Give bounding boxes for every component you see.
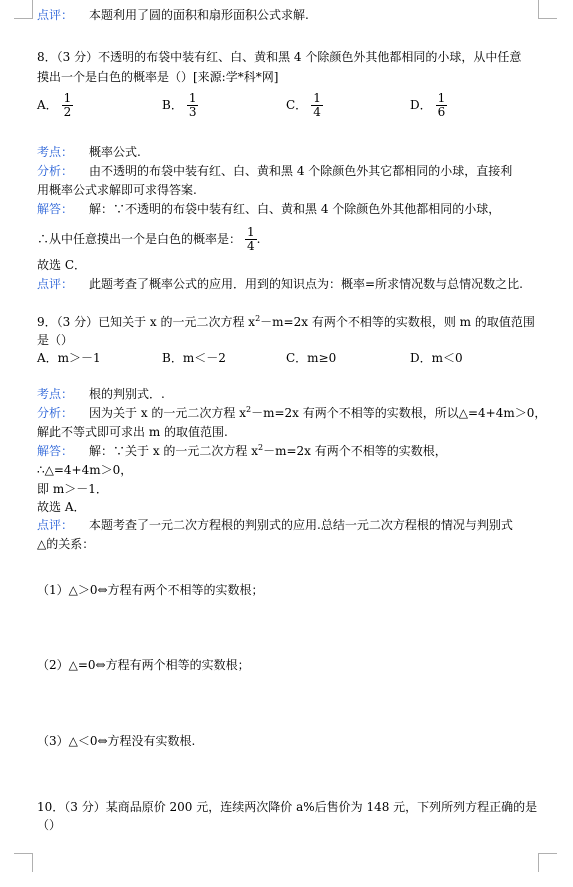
q9-case-2: （2）△=0⇔方程有两个相等的实数根；: [37, 658, 250, 672]
q9-choose: 故选 A．: [37, 500, 86, 514]
q8-stem-line2: 摸出一个是白色的概率是（）[来源:学*科*网]: [37, 70, 279, 84]
q10-stem-line2: （）: [37, 818, 62, 832]
q9-comment-line2: △的关系：: [37, 537, 95, 551]
q7-comment: [37, 8, 309, 22]
answer-label: 解答：: [37, 444, 74, 458]
corner-mark-top-left: [14, 0, 33, 19]
q8-choose: 故选 C．: [37, 258, 86, 272]
q8-option-d-fraction: $\frac{1}{6}$: [437, 91, 446, 119]
q7-comment-text: 本题利用了圆的面积和扇形面积公式求解.: [89, 8, 309, 22]
q8-option-b-fraction: $\frac{1}{3}$: [188, 91, 197, 119]
comment-label: 点评：: [37, 518, 74, 532]
q9-comment-text1: 本题考查了一元二次方程根的判别式的应用.总结一元二次方程根的情况与判别式: [89, 518, 513, 532]
q9-point: [37, 387, 165, 401]
q8-analysis-line1: [37, 164, 512, 178]
q8-answer-fraction: $\frac{1}{4}$: [247, 225, 255, 253]
q8-comment-text: 此题考查了概率公式的应用．用到的知识点为：概率=所求情况数与总情况数之比.: [89, 277, 523, 291]
q8-answer-text2: ∴从中任意摸出一个是白色的概率是：: [37, 232, 242, 246]
q8-answer-line1: [37, 202, 500, 216]
q8-point-text: 概率公式.: [89, 145, 141, 159]
q8-analysis-line2: 用概率公式求解即可求得答案.: [37, 183, 197, 197]
q9-answer-line1: 解答： 解：∵关于 x 的一元二次方程 $x^2-m=2x$ 有两个不相等的实数根，: [37, 443, 447, 458]
q9-point-text: 根的判别式．.: [89, 387, 165, 401]
q9-stem-line1: 9．（3 分）已知关于 x 的一元二次方程 $x^2-m=2x$ 有两个不相等的实数根，则 m 的取值范围: [37, 314, 535, 329]
q8-option-a-fraction: $\frac{1}{2}$: [63, 91, 72, 119]
q8-answer-text1: 解：∵不透明的布袋中装有红、白、黄和黑 4 个除颜色外其他都相同的小球，: [89, 202, 501, 216]
corner-mark-bottom-left: [14, 853, 33, 872]
q9-analysis-line2: 解此不等式即可求出 m 的取值范围.: [37, 425, 228, 439]
q10-stem-line1: 10．（3 分）某商品原价 200 元，连续两次降价 a%后售价为 148 元，下列所列方程正确的是: [37, 800, 538, 814]
answer-label: 解答：: [37, 202, 74, 216]
q9-case-1: （1）△＞0⇔方程有两个不相等的实数根；: [37, 583, 264, 597]
q9-case-3: （3）△＜0⇔方程没有实数根.: [37, 734, 196, 748]
q9-stem-line2: 是（）: [37, 333, 74, 347]
comment-label: 点评：: [37, 277, 74, 291]
q8-option-c: C． $\frac{1}{4}$: [286, 91, 321, 119]
q9-answer-line3: 即 m＞－1．: [37, 482, 108, 496]
point-label: 考点：: [37, 387, 74, 401]
q9-option-d: D．m＜0: [410, 351, 463, 365]
q9-option-c: C．m≥0: [286, 351, 337, 365]
analysis-label: 分析：: [37, 164, 74, 178]
q8-comment: [37, 277, 523, 291]
q9-analysis-line1: 分析： 因为关于 x 的一元二次方程 $x^2-m=2x$ 有两个不相等的实数根，所以△=4+4m＞0，: [37, 405, 547, 420]
q8-option-c-fraction: $\frac{1}{4}$: [313, 91, 321, 119]
q8-answer-line2: ∴从中任意摸出一个是白色的概率是： $\frac{1}{4}$ .: [37, 225, 261, 253]
q9-answer-line2: ∴△=4+4m＞0，: [37, 463, 133, 477]
comment-label: 点评：: [37, 8, 74, 22]
q8-analysis-text1: 由不透明的布袋中装有红、白、黄和黑 4 个除颜色外其它都相同的小球，直接利: [89, 164, 513, 178]
q8-option-d: D． $\frac{1}{6}$: [410, 91, 446, 119]
q9-comment-line1: [37, 518, 513, 532]
q9-option-a: A．m＞－1: [37, 351, 101, 365]
point-label: 考点：: [37, 145, 74, 159]
q8-option-a: A． $\frac{1}{2}$: [37, 91, 72, 119]
q8-option-b: B． $\frac{1}{3}$: [162, 91, 197, 119]
q9-option-b: B．m＜－2: [162, 351, 226, 365]
corner-mark-bottom-right: [538, 853, 557, 872]
corner-mark-top-right: [538, 0, 557, 19]
analysis-label: 分析：: [37, 406, 74, 420]
q8-stem-line1: 8．（3 分）不透明的布袋中装有红、白、黄和黑 4 个除颜色外其他都相同的小球，从中任意: [37, 50, 522, 64]
q8-point: [37, 145, 141, 159]
